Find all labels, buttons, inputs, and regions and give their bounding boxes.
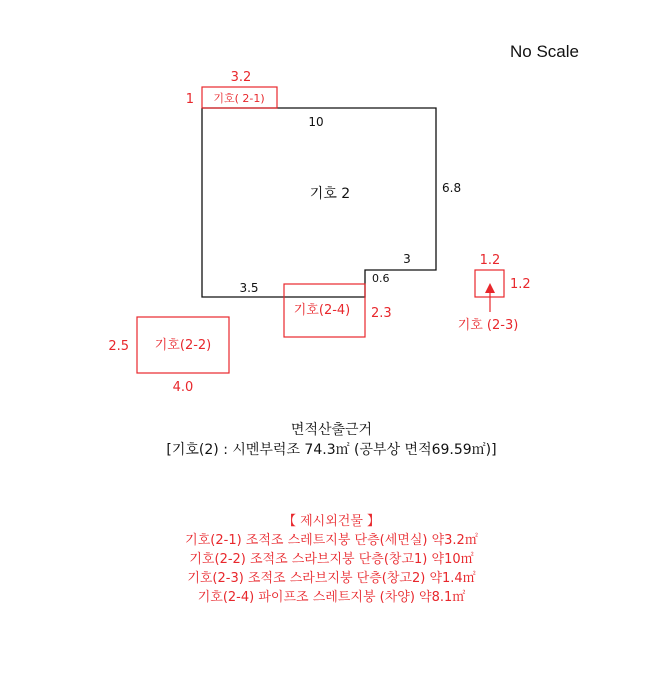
- exterior-item: 기호(2-4) 파이프조 스레트지붕 (차양) 약8.1㎡: [197, 590, 466, 605]
- main-building-outline: [202, 108, 436, 297]
- annex-2-3-label: 기호 (2-3): [457, 318, 519, 333]
- area-calc-line: [기호(2) : 시멘부럭조 74.3㎡ (공부상 면적69.59㎡)]: [166, 442, 497, 458]
- dim-top: 10: [308, 115, 324, 129]
- main-building-label: 기호 2: [309, 186, 351, 202]
- area-calculation: [0, 420, 663, 460]
- exterior-item: 기호(2-1) 조적조 스레트지붕 단층(세면실) 약3.2㎡: [185, 533, 478, 548]
- annex-2-2-depth: 2.5: [108, 339, 129, 354]
- annex-2-1-label: 기호( 2-1): [213, 92, 265, 105]
- exterior-item: 기호(2-3) 조적조 스라브지붕 단층(창고2) 약1.4㎡: [187, 571, 476, 586]
- annex-2-4-label: 기호(2-4): [293, 303, 351, 318]
- annex-2-3-depth: 1.2: [510, 277, 531, 292]
- annex-2-1-depth: 1: [185, 92, 194, 107]
- dim-step-side: 0.6: [372, 272, 390, 285]
- dim-step-top: 3: [403, 252, 411, 266]
- scale-note: No Scale: [510, 42, 579, 61]
- exterior-buildings: [0, 512, 663, 607]
- dim-right: 6.8: [442, 181, 462, 195]
- annex-2-3-width: 1.2: [479, 253, 501, 268]
- exterior-heading: 【 제시외건물 】: [282, 514, 381, 529]
- dim-bottom: 3.5: [239, 281, 259, 295]
- annex-2-2-width: 4.0: [172, 380, 194, 395]
- annex-2-4-depth: 2.3: [371, 306, 392, 321]
- annex-2-2-label: 기호(2-2): [154, 338, 212, 353]
- exterior-item: 기호(2-2) 조적조 스라브지붕 단층(창고1) 약10㎡: [189, 552, 474, 567]
- annex-2-3-arrow-head: [485, 283, 495, 293]
- area-calc-heading: 면적산출근거: [290, 422, 373, 438]
- annex-2-1-width: 3.2: [230, 70, 252, 85]
